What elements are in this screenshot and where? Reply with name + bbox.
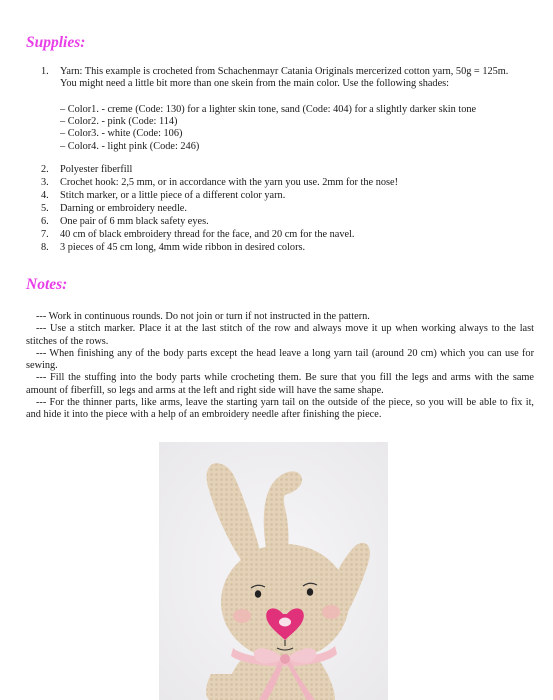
list-item: 3 pieces of 45 cm long, 4mm wide ribbon in desired colors.: [60, 242, 306, 253]
list-number: 8.: [41, 242, 49, 253]
list-item: Crochet hook: 2,5 mm, or in accordance with the yarn you use. 2mm for the nose!: [60, 177, 398, 188]
note-item: --- Work in continuous rounds. Do not join or turn if not instructed in the pattern.: [36, 311, 370, 322]
list-item: Darning or embroidery needle.: [60, 203, 187, 214]
note-item: --- Fill the stuffing into the body parts while crocheting them. Be sure that you fill the legs and arms with the same amount of fiberfill, so legs and arms at the left and right side will have the same shape.: [26, 372, 534, 396]
list-number: 1.: [41, 66, 49, 77]
shade-item: – Color4. - light pink (Code: 246): [60, 140, 200, 152]
note-item: --- Use a stitch marker. Place it at the last stitch of the row and always move it up when working always to the last stitches of the rows.: [26, 323, 534, 347]
shade-item: – Color2. - pink (Code: 114): [60, 116, 178, 128]
list-item: Yarn: This example is crocheted from Schachenmayr Catania Originals mercerized cotton yarn, 50g = 125m. You might need a little bit more than one skein from the main color. Use the following shades:: [60, 66, 509, 90]
list-item: One pair of 6 mm black safety eyes.: [60, 216, 209, 227]
notes-list: [26, 311, 534, 422]
bunny-photo: [159, 442, 388, 700]
shade-item: – Color1. - creme (Code: 130) for a lighter skin tone, sand (Code: 404) for a slightly darker skin tone: [60, 104, 477, 115]
note-item: --- For the thinner parts, like arms, leave the starting yarn tail on the outside of the piece, so you will be able to fix it, and hide it into the piece with a help of an embroidery needle after finishing the piece.: [26, 397, 534, 421]
eye-shape: [255, 590, 261, 598]
list-number: 5.: [41, 203, 49, 214]
bunny-illustration: [159, 442, 388, 700]
list-number: 6.: [41, 216, 49, 227]
eye-shape: [307, 588, 313, 596]
bow-knot-shape: [280, 654, 290, 664]
list-number: 4.: [41, 190, 49, 201]
list-number: 2.: [41, 164, 49, 175]
shade-list: [60, 104, 476, 153]
note-item: --- When finishing any of the body parts except the head leave a long yarn tail (around 20 cm) which you can use for sewing.: [26, 347, 534, 372]
shade-item: – Color3. - white (Code: 106): [60, 128, 183, 140]
list-item: Polyester fiberfill: [60, 164, 133, 175]
list-number: 7.: [41, 229, 49, 240]
cheek-shape: [233, 609, 251, 623]
notes-heading: Notes:: [26, 276, 68, 293]
supplies-heading: Supplies:: [26, 34, 86, 51]
list-number: 3.: [41, 177, 49, 188]
list-item: Stitch marker, or a little piece of a different color yarn.: [60, 190, 286, 201]
list-item: 40 cm of black embroidery thread for the face, and 20 cm for the navel.: [60, 229, 355, 240]
cheek-shape: [322, 605, 340, 619]
nose-highlight-shape: [279, 618, 291, 627]
